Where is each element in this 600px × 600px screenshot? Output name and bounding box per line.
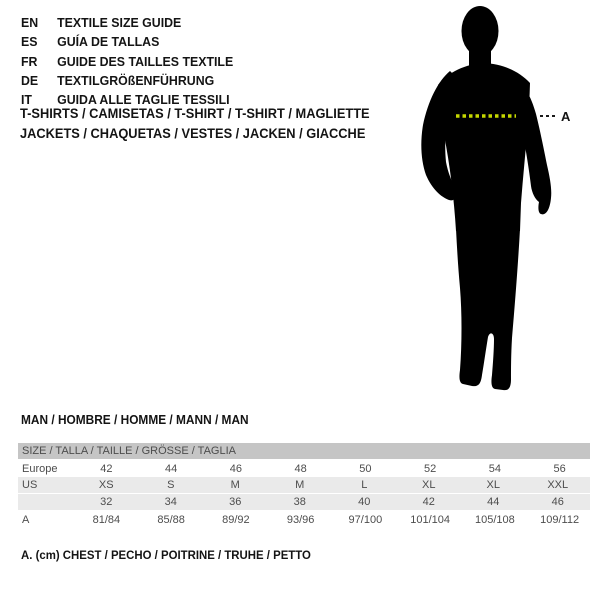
table-header-label: SIZE / TALLA / TAILLE / GRÖSSE / TAGLIA bbox=[22, 445, 236, 457]
size-cell: 50 bbox=[359, 462, 372, 475]
size-cell: 109/112 bbox=[540, 513, 580, 526]
language-row bbox=[21, 32, 233, 51]
measure-label-a: A bbox=[561, 109, 570, 124]
size-cell: 32 bbox=[100, 496, 113, 508]
size-cell: 42 bbox=[100, 462, 113, 475]
category-line-jackets: JACKETS / CHAQUETAS / VESTES / JACKEN / GIACCHE bbox=[20, 125, 366, 141]
size-cell: 38 bbox=[293, 496, 306, 508]
language-code: ES bbox=[21, 34, 38, 50]
man-silhouette-figure bbox=[410, 3, 570, 393]
language-title: GUIDA ALLE TAGLIE TESSILI bbox=[57, 92, 230, 108]
table-header-bar bbox=[18, 443, 590, 459]
language-list bbox=[21, 13, 233, 109]
language-title: GUÍA DE TALLAS bbox=[57, 34, 160, 50]
size-cell: 52 bbox=[424, 462, 437, 475]
language-code: DE bbox=[21, 72, 39, 88]
language-code: IT bbox=[21, 92, 32, 108]
language-row bbox=[21, 52, 233, 71]
size-cell: 56 bbox=[553, 462, 566, 475]
language-title: TEXTILE SIZE GUIDE bbox=[57, 15, 182, 30]
size-cell: 97/100 bbox=[348, 513, 383, 526]
size-cell: 101/104 bbox=[410, 513, 450, 526]
size-cell: S bbox=[167, 479, 175, 491]
row-label: Europe bbox=[22, 462, 58, 475]
size-cell: M bbox=[230, 479, 240, 491]
size-cell: 89/92 bbox=[222, 513, 250, 526]
size-cell: XL bbox=[422, 479, 436, 491]
size-cell: 42 bbox=[422, 496, 435, 508]
language-code: EN bbox=[21, 15, 39, 30]
size-cell: 44 bbox=[165, 462, 178, 475]
size-cell: 105/108 bbox=[474, 513, 515, 526]
category-lines bbox=[20, 104, 370, 143]
section-title-man: MAN / HOMBRE / HOMME / MANN / MAN bbox=[21, 413, 249, 427]
language-title: TEXTILGRÖßENFÜHRUNG bbox=[57, 72, 215, 88]
language-code: FR bbox=[21, 53, 38, 69]
size-cell: 54 bbox=[488, 462, 501, 475]
size-cell: 93/96 bbox=[286, 513, 315, 526]
row-label: US bbox=[22, 479, 38, 491]
size-cell: L bbox=[361, 479, 368, 491]
size-cell: 46 bbox=[551, 496, 564, 508]
size-cell: XS bbox=[98, 479, 114, 491]
size-cell: 44 bbox=[487, 496, 500, 508]
table-row-us bbox=[18, 477, 590, 494]
size-cell: M bbox=[295, 479, 305, 491]
table-row-chest-cm bbox=[18, 511, 592, 528]
table-row-europe bbox=[18, 460, 592, 477]
row-label: A bbox=[22, 513, 30, 526]
size-cell: 46 bbox=[229, 462, 242, 475]
category-line-tshirts: T-SHIRTS / CAMISETAS / T-SHIRT / T-SHIRT / MAGLIETTE bbox=[20, 106, 370, 121]
size-cell: 40 bbox=[358, 496, 371, 508]
size-cell: 81/84 bbox=[92, 513, 121, 526]
size-cell: 85/88 bbox=[157, 513, 185, 526]
size-cell: XL bbox=[486, 479, 500, 491]
language-row bbox=[21, 71, 233, 90]
size-cell: XXL bbox=[547, 479, 569, 491]
size-cell: 48 bbox=[294, 462, 307, 475]
language-title: GUIDE DES TAILLES TEXTILE bbox=[57, 53, 234, 69]
size-cell: 36 bbox=[229, 496, 242, 508]
size-cell: 34 bbox=[164, 496, 177, 508]
size-table bbox=[18, 443, 592, 528]
language-row bbox=[21, 13, 233, 32]
silhouette-legs bbox=[456, 229, 520, 390]
measurement-footnote: A. (cm) CHEST / PECHO / POITRINE / TRUHE / PETTO bbox=[21, 548, 311, 562]
table-row-uk bbox=[18, 494, 590, 511]
